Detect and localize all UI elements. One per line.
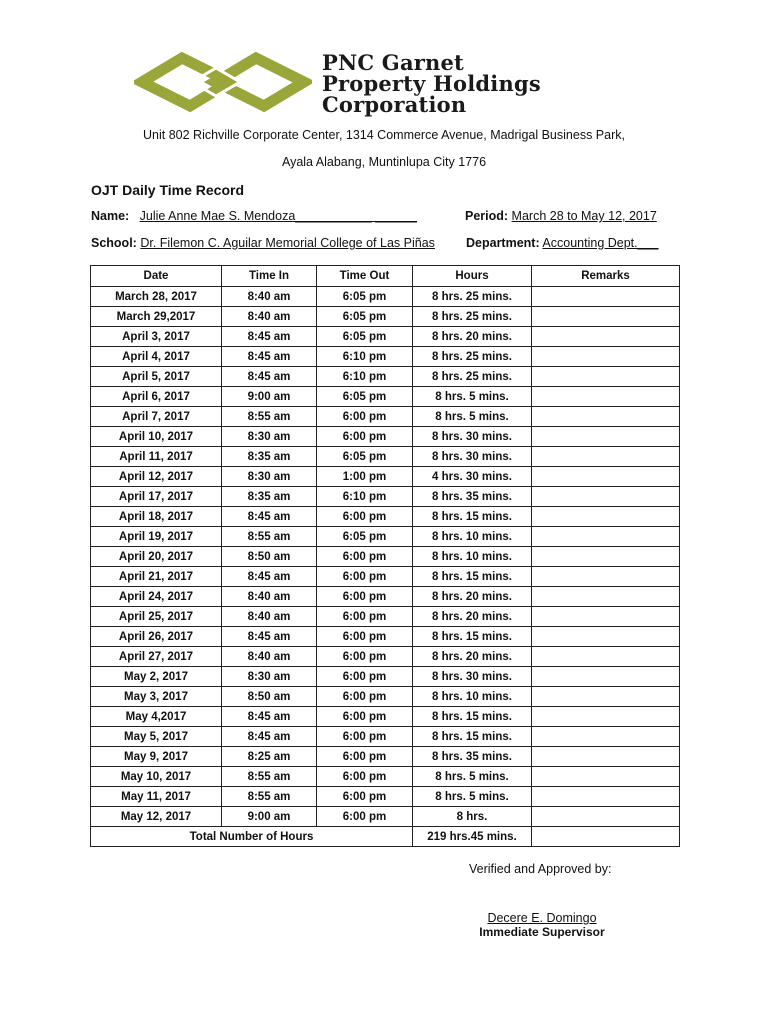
table-row bbox=[91, 547, 680, 567]
total-row bbox=[91, 827, 680, 847]
time-in-cell: 8:40 am bbox=[222, 287, 317, 307]
date-cell: May 3, 2017 bbox=[91, 687, 222, 707]
remarks-cell bbox=[532, 687, 680, 707]
table-row bbox=[91, 767, 680, 787]
remarks-cell bbox=[532, 747, 680, 767]
hours-cell: 8 hrs. 20 mins. bbox=[413, 607, 532, 627]
time-out-cell: 6:00 pm bbox=[317, 647, 413, 667]
hours-cell: 8 hrs. 30 mins. bbox=[413, 427, 532, 447]
date-cell: April 12, 2017 bbox=[91, 467, 222, 487]
table-row bbox=[91, 747, 680, 767]
company-name bbox=[322, 52, 541, 115]
time-out-cell: 6:05 pm bbox=[317, 387, 413, 407]
date-cell: April 3, 2017 bbox=[91, 327, 222, 347]
remarks-cell bbox=[532, 607, 680, 627]
remarks-cell bbox=[532, 487, 680, 507]
table-row bbox=[91, 407, 680, 427]
department-label: Department: bbox=[466, 236, 540, 250]
table-row bbox=[91, 467, 680, 487]
time-out-cell: 6:00 pm bbox=[317, 427, 413, 447]
date-cell: May 10, 2017 bbox=[91, 767, 222, 787]
time-out-cell: 6:00 pm bbox=[317, 747, 413, 767]
hours-cell: 8 hrs. 25 mins. bbox=[413, 367, 532, 387]
date-cell: April 6, 2017 bbox=[91, 387, 222, 407]
table-row bbox=[91, 387, 680, 407]
time-in-cell: 8:50 am bbox=[222, 687, 317, 707]
time-out-cell: 6:05 pm bbox=[317, 527, 413, 547]
date-cell: April 25, 2017 bbox=[91, 607, 222, 627]
time-out-cell: 6:00 pm bbox=[317, 627, 413, 647]
time-out-cell: 6:00 pm bbox=[317, 787, 413, 807]
hours-cell: 8 hrs. 20 mins. bbox=[413, 647, 532, 667]
remarks-cell bbox=[532, 627, 680, 647]
hours-cell: 8 hrs. 30 mins. bbox=[413, 667, 532, 687]
time-out-cell: 6:00 pm bbox=[317, 807, 413, 827]
column-header-time-out: Time Out bbox=[317, 266, 413, 287]
company-logo bbox=[134, 50, 312, 114]
time-out-cell: 6:10 pm bbox=[317, 367, 413, 387]
remarks-cell bbox=[532, 667, 680, 687]
table-row bbox=[91, 667, 680, 687]
table-row bbox=[91, 627, 680, 647]
time-in-cell: 8:40 am bbox=[222, 307, 317, 327]
time-in-cell: 8:45 am bbox=[222, 507, 317, 527]
table-row bbox=[91, 647, 680, 667]
hours-cell: 8 hrs. bbox=[413, 807, 532, 827]
time-in-cell: 8:50 am bbox=[222, 547, 317, 567]
table-row bbox=[91, 567, 680, 587]
date-cell: May 9, 2017 bbox=[91, 747, 222, 767]
remarks-cell bbox=[532, 347, 680, 367]
table-row bbox=[91, 487, 680, 507]
company-name-line: PNC Garnet bbox=[322, 50, 464, 75]
supervisor-role: Immediate Supervisor bbox=[479, 925, 605, 939]
date-cell: April 11, 2017 bbox=[91, 447, 222, 467]
hours-cell: 8 hrs. 15 mins. bbox=[413, 567, 532, 587]
remarks-cell bbox=[532, 287, 680, 307]
time-in-cell: 8:45 am bbox=[222, 707, 317, 727]
date-cell: April 17, 2017 bbox=[91, 487, 222, 507]
hours-cell: 8 hrs. 35 mins. bbox=[413, 487, 532, 507]
time-in-cell: 8:55 am bbox=[222, 527, 317, 547]
date-cell: April 7, 2017 bbox=[91, 407, 222, 427]
hours-cell: 8 hrs. 35 mins. bbox=[413, 747, 532, 767]
remarks-cell bbox=[532, 527, 680, 547]
remarks-cell bbox=[532, 727, 680, 747]
time-out-cell: 6:10 pm bbox=[317, 487, 413, 507]
verified-label: Verified and Approved by: bbox=[469, 862, 612, 876]
time-out-cell: 6:00 pm bbox=[317, 407, 413, 427]
column-header-date: Date bbox=[91, 266, 222, 287]
table-row bbox=[91, 587, 680, 607]
supervisor-name: Decere E. Domingo bbox=[487, 911, 597, 925]
time-out-cell: 6:05 pm bbox=[317, 447, 413, 467]
table-row bbox=[91, 707, 680, 727]
date-cell: April 27, 2017 bbox=[91, 647, 222, 667]
remarks-cell bbox=[532, 407, 680, 427]
time-in-cell: 8:55 am bbox=[222, 407, 317, 427]
time-in-cell: 8:25 am bbox=[222, 747, 317, 767]
remarks-cell bbox=[532, 647, 680, 667]
table-row bbox=[91, 327, 680, 347]
total-label: Total Number of Hours bbox=[91, 827, 413, 847]
address-line-2: Ayala Alabang, Muntinlupa City 1776 bbox=[281, 155, 487, 169]
date-cell: April 10, 2017 bbox=[91, 427, 222, 447]
remarks-cell bbox=[532, 447, 680, 467]
hours-cell: 8 hrs. 15 mins. bbox=[413, 627, 532, 647]
date-cell: March 28, 2017 bbox=[91, 287, 222, 307]
remarks-cell bbox=[532, 707, 680, 727]
table-row bbox=[91, 507, 680, 527]
hours-cell: 8 hrs. 25 mins. bbox=[413, 347, 532, 367]
hours-cell: 8 hrs. 5 mins. bbox=[413, 387, 532, 407]
remarks-cell bbox=[532, 467, 680, 487]
column-header-hours: Hours bbox=[413, 266, 532, 287]
time-in-cell: 8:45 am bbox=[222, 567, 317, 587]
hours-cell: 8 hrs. 15 mins. bbox=[413, 507, 532, 527]
total-value: 219 hrs.45 mins. bbox=[413, 827, 532, 847]
table-row bbox=[91, 447, 680, 467]
remarks-cell bbox=[532, 767, 680, 787]
remarks-cell bbox=[532, 807, 680, 827]
time-out-cell: 6:05 pm bbox=[317, 307, 413, 327]
hours-cell: 8 hrs. 5 mins. bbox=[413, 787, 532, 807]
time-out-cell: 6:00 pm bbox=[317, 727, 413, 747]
time-in-cell: 8:40 am bbox=[222, 587, 317, 607]
remarks-cell bbox=[532, 307, 680, 327]
hours-cell: 8 hrs. 10 mins. bbox=[413, 527, 532, 547]
hours-cell: 8 hrs. 30 mins. bbox=[413, 447, 532, 467]
table-row bbox=[91, 807, 680, 827]
department-value: Accounting Dept.___ bbox=[542, 236, 659, 250]
time-in-cell: 9:00 am bbox=[222, 387, 317, 407]
date-cell: April 20, 2017 bbox=[91, 547, 222, 567]
hours-cell: 8 hrs. 5 mins. bbox=[413, 407, 532, 427]
time-out-cell: 6:00 pm bbox=[317, 567, 413, 587]
school-value: Dr. Filemon C. Aguilar Memorial College of Las Piñas bbox=[140, 236, 435, 250]
time-out-cell: 6:05 pm bbox=[317, 327, 413, 347]
time-out-cell: 6:00 pm bbox=[317, 767, 413, 787]
time-out-cell: 6:10 pm bbox=[317, 347, 413, 367]
time-in-cell: 8:30 am bbox=[222, 667, 317, 687]
date-cell: April 24, 2017 bbox=[91, 587, 222, 607]
hours-cell: 8 hrs. 5 mins. bbox=[413, 767, 532, 787]
time-in-cell: 8:45 am bbox=[222, 627, 317, 647]
time-in-cell: 8:40 am bbox=[222, 647, 317, 667]
date-cell: April 21, 2017 bbox=[91, 567, 222, 587]
time-in-cell: 8:45 am bbox=[222, 727, 317, 747]
time-in-cell: 8:30 am bbox=[222, 427, 317, 447]
time-out-cell: 6:00 pm bbox=[317, 507, 413, 527]
time-out-cell: 6:00 pm bbox=[317, 547, 413, 567]
hours-cell: 8 hrs. 10 mins. bbox=[413, 687, 532, 707]
time-in-cell: 8:35 am bbox=[222, 447, 317, 467]
table-row bbox=[91, 687, 680, 707]
period-value: March 28 to May 12, 2017 bbox=[511, 209, 657, 223]
time-in-cell: 8:45 am bbox=[222, 367, 317, 387]
table-row bbox=[91, 607, 680, 627]
time-in-cell: 9:00 am bbox=[222, 807, 317, 827]
remarks-cell bbox=[532, 427, 680, 447]
column-header-remarks: Remarks bbox=[532, 266, 680, 287]
hours-cell: 8 hrs. 20 mins. bbox=[413, 327, 532, 347]
remarks-cell bbox=[532, 567, 680, 587]
name-row bbox=[91, 209, 417, 223]
total-remarks-cell bbox=[532, 827, 680, 847]
document-title: OJT Daily Time Record bbox=[91, 182, 245, 198]
name-value: Julie Anne Mae S. Mendoza___________ ______ bbox=[139, 209, 417, 223]
hours-cell: 8 hrs. 20 mins. bbox=[413, 587, 532, 607]
remarks-cell bbox=[532, 387, 680, 407]
hours-cell: 4 hrs. 30 mins. bbox=[413, 467, 532, 487]
date-cell: May 4,2017 bbox=[91, 707, 222, 727]
time-out-cell: 6:00 pm bbox=[317, 667, 413, 687]
school-label: School: bbox=[91, 236, 137, 250]
table-row bbox=[91, 287, 680, 307]
table-row bbox=[91, 787, 680, 807]
column-header-time-in: Time In bbox=[222, 266, 317, 287]
hours-cell: 8 hrs. 10 mins. bbox=[413, 547, 532, 567]
date-cell: May 2, 2017 bbox=[91, 667, 222, 687]
date-cell: May 11, 2017 bbox=[91, 787, 222, 807]
period-row bbox=[465, 209, 657, 223]
date-cell: April 18, 2017 bbox=[91, 507, 222, 527]
department-row bbox=[466, 236, 658, 250]
company-name-line: Property Holdings bbox=[322, 71, 541, 96]
date-cell: March 29,2017 bbox=[91, 307, 222, 327]
address-line-1: Unit 802 Richville Corporate Center, 1314 Commerce Avenue, Madrigal Business Park, bbox=[143, 128, 625, 142]
date-cell: April 26, 2017 bbox=[91, 627, 222, 647]
remarks-cell bbox=[532, 367, 680, 387]
signature-block bbox=[462, 911, 622, 939]
table-row bbox=[91, 307, 680, 327]
time-in-cell: 8:45 am bbox=[222, 347, 317, 367]
table-row bbox=[91, 527, 680, 547]
time-in-cell: 8:45 am bbox=[222, 327, 317, 347]
hours-cell: 8 hrs. 15 mins. bbox=[413, 707, 532, 727]
time-in-cell: 8:30 am bbox=[222, 467, 317, 487]
remarks-cell bbox=[532, 507, 680, 527]
time-out-cell: 6:00 pm bbox=[317, 707, 413, 727]
time-record-table bbox=[90, 265, 680, 847]
hours-cell: 8 hrs. 25 mins. bbox=[413, 307, 532, 327]
table-header-row bbox=[91, 266, 680, 287]
name-label: Name: bbox=[91, 209, 130, 223]
remarks-cell bbox=[532, 787, 680, 807]
hours-cell: 8 hrs. 15 mins. bbox=[413, 727, 532, 747]
table-row bbox=[91, 347, 680, 367]
time-out-cell: 1:00 pm bbox=[317, 467, 413, 487]
time-out-cell: 6:00 pm bbox=[317, 587, 413, 607]
company-name-line: Corporation bbox=[322, 92, 467, 117]
table-row bbox=[91, 727, 680, 747]
time-out-cell: 6:00 pm bbox=[317, 607, 413, 627]
date-cell: April 19, 2017 bbox=[91, 527, 222, 547]
table-body bbox=[91, 287, 680, 827]
date-cell: April 5, 2017 bbox=[91, 367, 222, 387]
date-cell: May 5, 2017 bbox=[91, 727, 222, 747]
remarks-cell bbox=[532, 587, 680, 607]
school-row bbox=[91, 236, 435, 250]
remarks-cell bbox=[532, 327, 680, 347]
remarks-cell bbox=[532, 547, 680, 567]
time-in-cell: 8:40 am bbox=[222, 607, 317, 627]
time-out-cell: 6:05 pm bbox=[317, 287, 413, 307]
hours-cell: 8 hrs. 25 mins. bbox=[413, 287, 532, 307]
time-in-cell: 8:35 am bbox=[222, 487, 317, 507]
time-in-cell: 8:55 am bbox=[222, 787, 317, 807]
date-cell: April 4, 2017 bbox=[91, 347, 222, 367]
table-row bbox=[91, 367, 680, 387]
time-out-cell: 6:00 pm bbox=[317, 687, 413, 707]
date-cell: May 12, 2017 bbox=[91, 807, 222, 827]
period-label: Period: bbox=[465, 209, 509, 223]
time-in-cell: 8:55 am bbox=[222, 767, 317, 787]
table-row bbox=[91, 427, 680, 447]
